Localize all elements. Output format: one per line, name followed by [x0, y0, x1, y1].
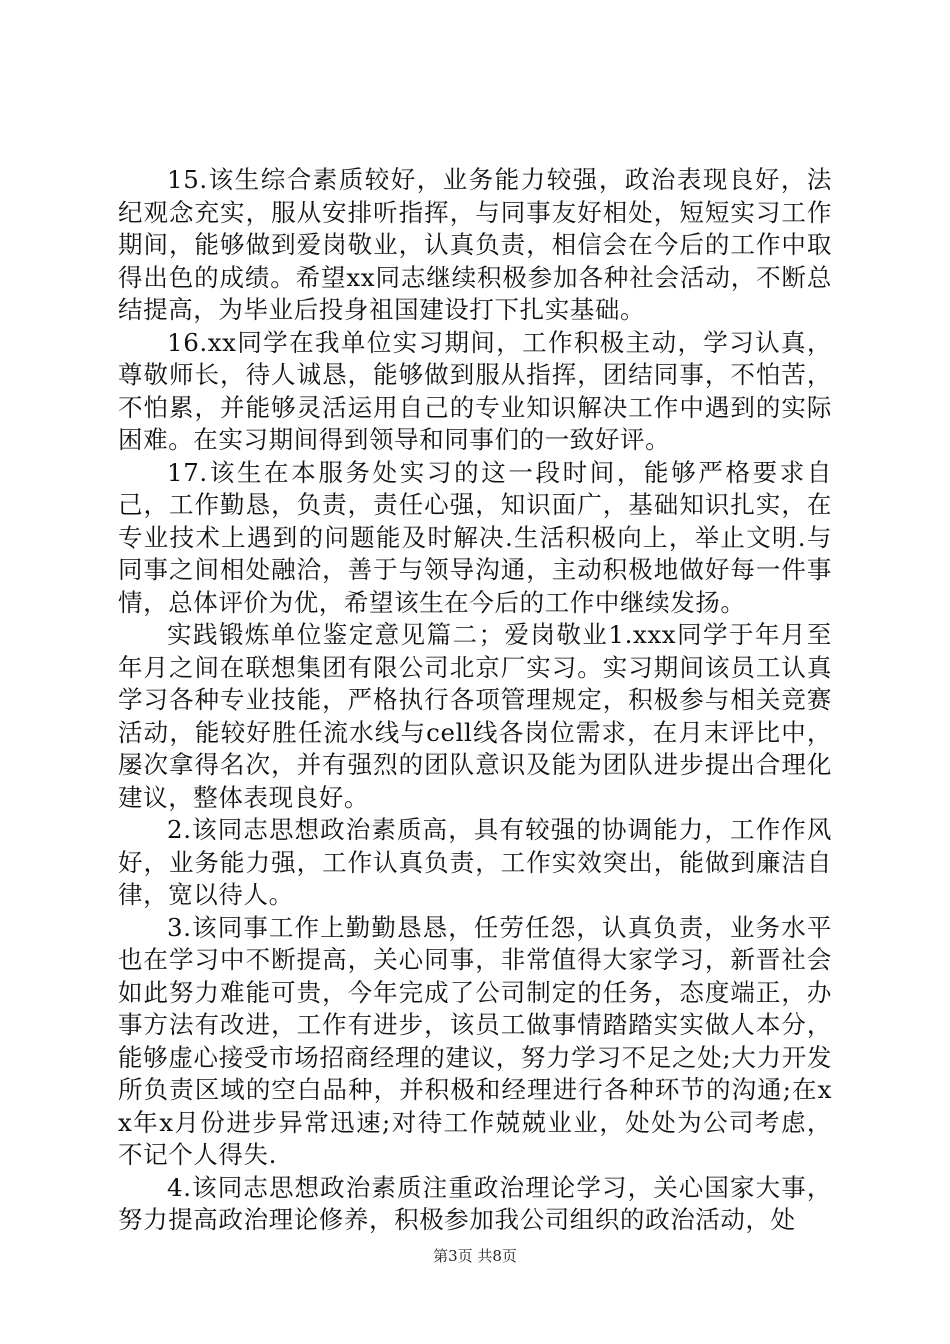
paragraph-section-two: 实践锻炼单位鉴定意见篇二；爱岗敬业1.xxx同学于年月至年月之间在联想集团有限公司北京厂实习。实习期间该员工认真学习各种专业技能，严格执行各项管理规定，积极参与相关竞赛活动，能较好胜任流水线与cell线各岗位需求，在月末评比中，屡次拿得名次，并有强烈的团队意识及能为团队进步提出合理化建议，整体表现良好。	[118, 620, 832, 812]
paragraph-16: 16.xx同学在我单位实习期间，工作积极主动，学习认真，尊敬师长，待人诚恳，能够做到服从指挥，团结同事，不怕苦，不怕累，并能够灵活运用自己的专业知识解决工作中遇到的实际困难。在实习期间得到领导和同事们的一致好评。	[118, 327, 832, 454]
paragraph-3: 3.该同事工作上勤勤恳恳，任劳任怨，认真负责，业务水平也在学习中不断提高，关心同事，非常值得大家学习，新晋社会如此努力难能可贵，今年完成了公司制定的任务，态度端正，办事方法有改进，工作有进步，该员工做事情踏踏实实做人本分，能够虚心接受市场招商经理的建议，努力学习不足之处;大力开发所负责区域的空白品种，并积极和经理进行各种环节的沟通;在xx年x月份进步异常迅速;对待工作兢兢业业，处处为公司考虑，不记个人得失.	[118, 912, 832, 1169]
document-body	[118, 164, 832, 1237]
paragraph-15: 15.该生综合素质较好，业务能力较强，政治表现良好，法纪观念充实，服从安排听指挥，与同事友好相处，短短实习工作期间，能够做到爱岗敬业，认真负责，相信会在今后的工作中取得出色的成绩。希望xx同志继续积极参加各种社会活动，不断总结提高，为毕业后投身祖国建设打下扎实基础。	[118, 165, 832, 324]
page-number-footer: 第3页 共8页	[433, 1247, 517, 1265]
paragraph-17: 17.该生在本服务处实习的这一段时间，能够严格要求自己，工作勤恳，负责，责任心强，知识面广，基础知识扎实，在专业技术上遇到的问题能及时解决.生活积极向上，举止文明.与同事之间相处融洽，善于与领导沟通，主动积极地做好每一件事情，总体评价为优，希望该生在今后的工作中继续发扬。	[118, 457, 832, 617]
paragraph-4: 4.该同志思想政治素质注重政治理论学习，关心国家大事，努力提高政治理论修养，积极参加我公司组织的政治活动，处	[118, 1172, 832, 1234]
paragraph-2: 2.该同志思想政治素质高，具有较强的协调能力，工作作风好，业务能力强，工作认真负责，工作实效突出，能做到廉洁自律，宽以待人。	[118, 815, 832, 909]
